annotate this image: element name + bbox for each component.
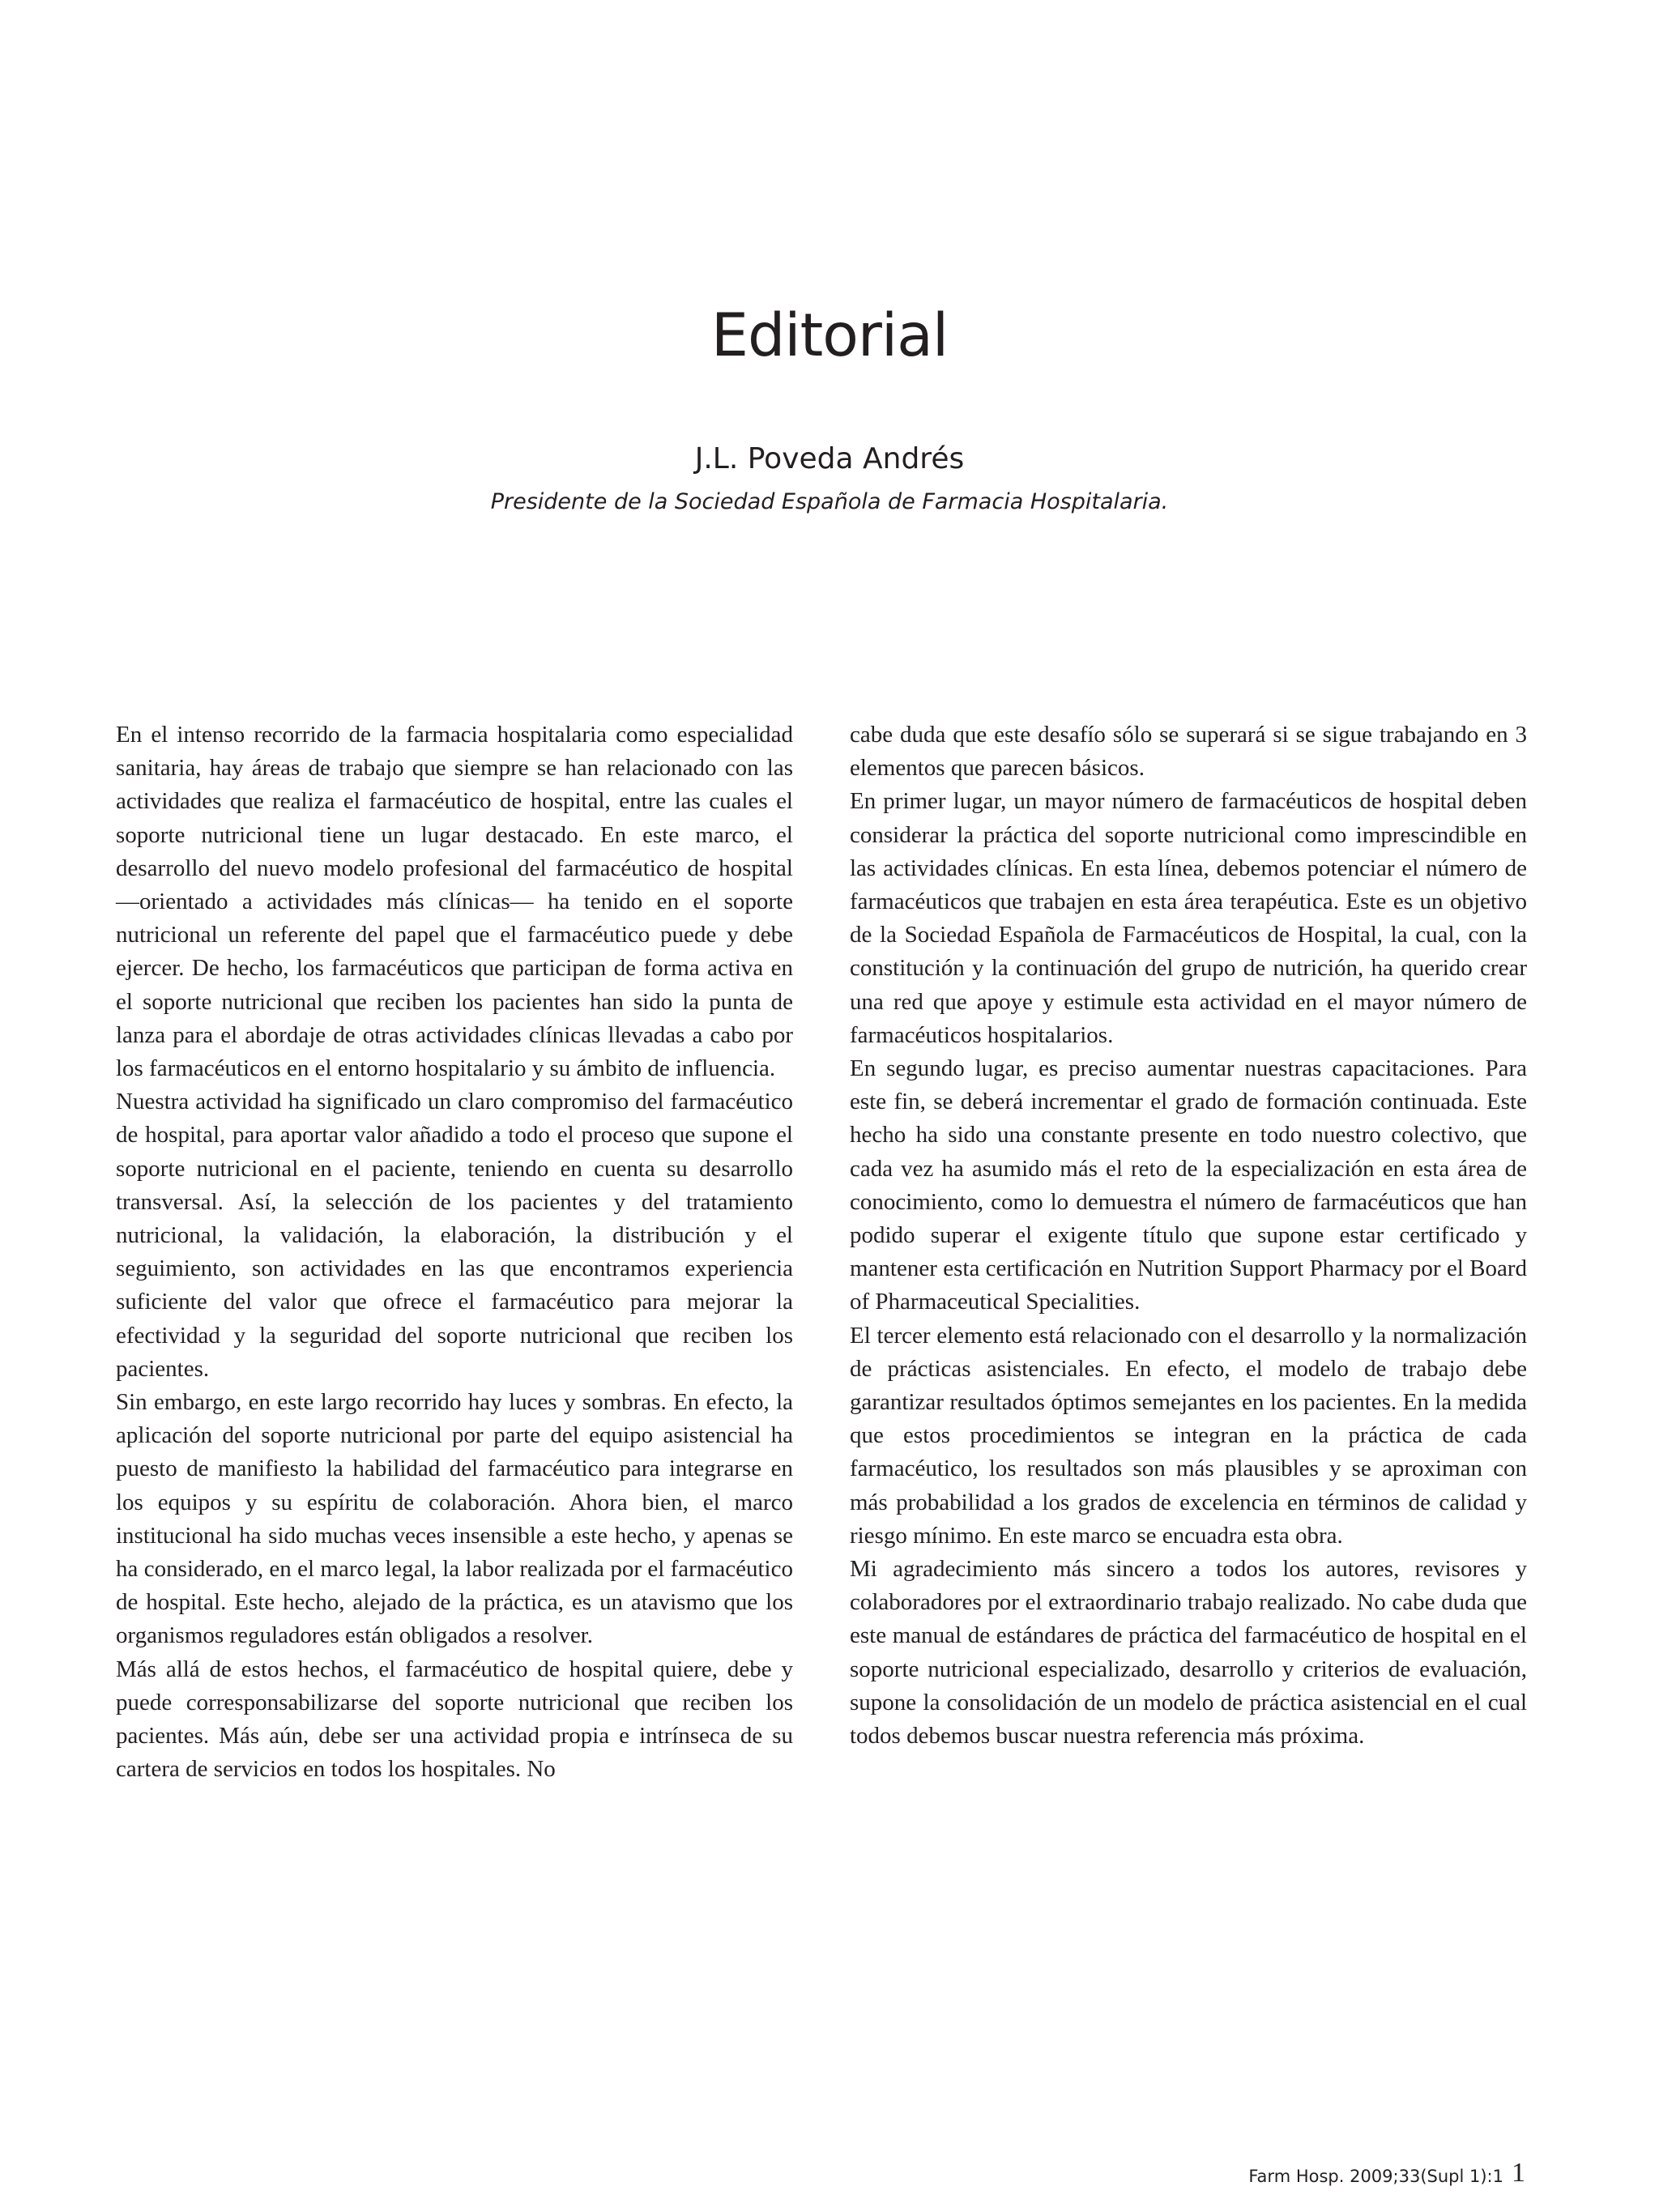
paragraph: En segundo lugar, es preciso aumentar nuestras capacitaciones. Para este fin, se deberá incrementar el grado de formación continuada. Este hecho ha sido una constante presente en todo nuestro colectivo, que cada vez ha asumido más el reto de la especialización en esta área de conocimiento, como lo demuestra el número de farmacéuticos que han podido superar el exigente título que supone estar certificado y mantener esta certificación en Nutrition Support Pharmacy por el Board of Pharmaceutical Specialities. xyxy=(850,1055,1527,1315)
paragraph: Más allá de estos hechos, el farmacéutico de hospital quiere, debe y puede corresponsabilizarse del soporte nutricional que reciben los pacientes. Más aún, debe ser una actividad propia e intrínseca de su cartera de servicios en todos los hospitales. No xyxy=(116,1656,793,1783)
paragraph: Sin embargo, en este largo recorrido hay luces y sombras. En efecto, la aplicación del soporte nutricional por parte del equipo asistencial ha puesto de manifiesto la habilidad del farmacéutico para integrarse en los equipos y su espíritu de colaboración. Ahora bien, el marco institucional ha sido muchas veces insensible a este hecho, y apenas se ha considerado, en el marco legal, la labor realizada por el farmacéutico de hospital. Este hecho, alejado de la práctica, es un atavismo que los organismos reguladores están obligados a resolver. xyxy=(116,1389,793,1649)
author-affiliation: Presidente de la Sociedad Española de Farmacia Hospitalaria. xyxy=(490,489,1169,514)
paragraph: En primer lugar, un mayor número de farmacéuticos de hospital deben considerar la práctica del soporte nutricional como imprescindible en las actividades clínicas. En esta línea, debemos potenciar el número de farmacéuticos que trabajen en esta área terapéutica. Este es un objetivo de la Sociedad Española de Farmacéuticos de Hospital, la cual, con la constitución y la continuación del grupo de nutrición, ha querido crear una red que apoye y estimule esta actividad en el mayor número de farmacéuticos hospitalarios. xyxy=(850,788,1527,1048)
page-number: 1 xyxy=(1512,2158,1525,2188)
paragraph: El tercer elemento está relacionado con el desarrollo y la normalización de prácticas asistenciales. En efecto, el modelo de trabajo debe garantizar resultados óptimos semejantes en los pacientes. En la medida que estos procedimientos se integran en la práctica de cada farmacéutico, los resultados son más plausibles y se aproximan con más probabilidad a los grados de excelencia en términos de calidad y riesgo mínimo. En este marco se encuadra esta obra. xyxy=(850,1322,1527,1549)
paragraph: Mi agradecimiento más sincero a todos los autores, revisores y colaboradores por el extraordinario trabajo realizado. No cabe duda que este manual de estándares de práctica del farmacéutico de hospital en el soporte nutricional especializado, desarrollo y criterios de evaluación, supone la consolidación de un modelo de práctica asistencial en el cual todos debemos buscar nuestra referencia más próxima. xyxy=(850,1556,1527,1750)
page-title: Editorial xyxy=(710,301,949,370)
journal-citation: Farm Hosp. 2009;33(Supl 1):1 xyxy=(1248,2167,1503,2186)
paragraph: Nuestra actividad ha significado un claro compromiso del farmacéutico de hospital, para aportar valor añadido a todo el proceso que supone el soporte nutricional en el paciente, teniendo en cuenta su desarrollo transversal. Así, la selección de los pacientes y del tratamiento nutricional, la validación, la elaboración, la distribución y el seguimiento, son actividades en las que encontramos experiencia suficiente del valor que ofrece el farmacéutico para mejorar la efectividad y la seguridad del soporte nutricional que reciben los pacientes. xyxy=(116,1089,793,1382)
author-name: J.L. Poveda Andrés xyxy=(694,442,965,475)
right-column xyxy=(850,718,1527,1753)
paragraph: cabe duda que este desafío sólo se superará si se sigue trabajando en 3 elementos que parecen básicos. xyxy=(850,722,1527,782)
left-column xyxy=(116,718,793,1787)
paragraph: En el intenso recorrido de la farmacia hospitalaria como especialidad sanitaria, hay áreas de trabajo que siempre se han relacionado con las actividades que realiza el farmacéutico de hospital, entre las cuales el soporte nutricional tiene un lugar destacado. En este marco, el desarrollo del nuevo modelo profesional del farmacéutico de hospital —orientado a actividades más clínicas— ha tenido en el soporte nutricional un referente del papel que el farmacéutico puede y debe ejercer. De hecho, los farmacéuticos que participan de forma activa en el soporte nutricional que reciben los pacientes han sido la punta de lanza para el abordaje de otras actividades clínicas llevadas a cabo por los farmacéuticos en el entorno hospitalario y su ámbito de influencia. xyxy=(116,722,793,1082)
